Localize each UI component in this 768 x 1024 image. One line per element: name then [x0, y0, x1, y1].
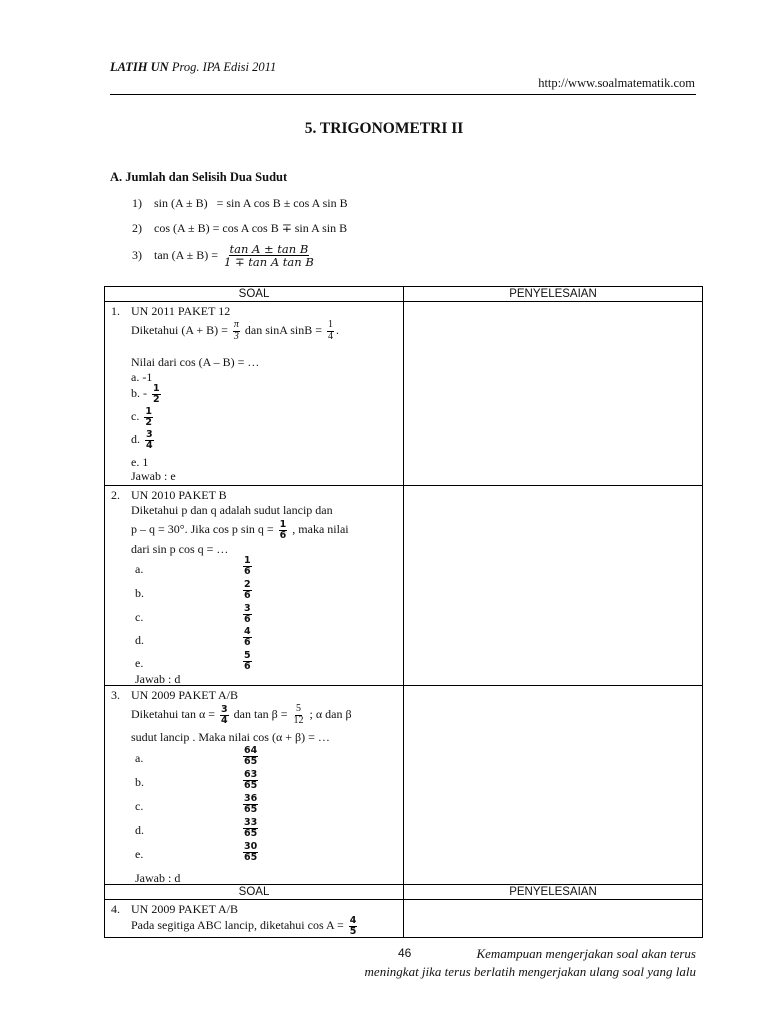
header-url[interactable]: http://www.soalmatematik.com [538, 76, 695, 90]
question-1-cell [105, 302, 404, 486]
fraction-denominator: 6 [244, 636, 251, 648]
fraction-denominator: 4 [146, 439, 153, 451]
stem-text: Diketahui (A + B) = [131, 322, 228, 337]
fraction-denominator: 12 [293, 714, 304, 726]
stem-text: p – q = 30°. Jika cos p sin q = [131, 522, 274, 537]
question-number: 4. [111, 902, 120, 916]
option-c-value [243, 794, 258, 815]
stem-text: Diketahui tan α = [131, 706, 216, 721]
option-a-value [243, 746, 258, 767]
page-number: 46 [398, 946, 412, 960]
fraction-numerator: 5 [244, 650, 251, 661]
fraction-denominator: 6 [244, 660, 251, 672]
fraction-numerator: 2 [244, 579, 251, 590]
fraction-denominator: 4 [221, 714, 228, 726]
option-d-value [243, 818, 258, 839]
option-c-label: c. [135, 610, 144, 624]
option-label: d. [131, 432, 140, 447]
question-number: 1. [111, 304, 120, 318]
tan-fraction [223, 243, 315, 268]
option-d-label: d. [135, 633, 144, 647]
fraction-numerator: 3 [146, 429, 153, 440]
option-d [131, 430, 156, 451]
fraction-denominator: 65 [244, 827, 258, 839]
formula-number: 2) [132, 221, 142, 235]
fraction [279, 520, 288, 541]
header-series-name: LATIH UN [110, 60, 169, 74]
question-stem: Diketahui p dan q adalah sudut lancip dan [131, 503, 333, 517]
question-stem [131, 704, 352, 726]
stem-text: . [335, 322, 339, 337]
fraction-numerator: 5 [296, 703, 302, 714]
fraction-denominator: 65 [244, 851, 258, 863]
fraction-numerator: π [233, 319, 239, 330]
option-b-label: b. [135, 775, 144, 789]
fraction-numerator: 63 [244, 769, 258, 780]
fraction [220, 705, 229, 726]
stem-text: , maka nilai [292, 522, 349, 537]
stem-text: dan tan β = [233, 706, 288, 721]
formula-lhs: cos (A ± B) [154, 221, 210, 235]
fraction-numerator: 1 [327, 319, 333, 330]
page-title: 5. TRIGONOMETRI II [304, 120, 464, 137]
formula-number: 3) [132, 248, 142, 263]
option-a-value [243, 556, 252, 577]
option-c-label: c. [135, 799, 144, 813]
question-number: 3. [111, 688, 120, 702]
option-e-value [243, 842, 258, 863]
fraction-denominator: 2 [153, 393, 160, 405]
answer-area-4[interactable] [404, 900, 703, 938]
question-prompt: dari sin p cos q = … [131, 542, 229, 556]
question-prompt: Nilai dari cos (A – B) = … [131, 355, 260, 369]
question-4-cell [105, 900, 404, 938]
question-source: UN 2011 PAKET 12 [131, 304, 231, 318]
stem-text: ; α dan β [309, 706, 352, 721]
option-label: b. - [131, 386, 147, 401]
tan-fraction-denominator: 1 ∓ tan A tan B [224, 255, 314, 270]
column-header-penyelesaian: PENYELESAIAN [404, 287, 703, 302]
option-c [131, 407, 155, 428]
option-e-value [243, 651, 252, 672]
fraction-denominator: 65 [244, 755, 258, 767]
option-b-label: b. [135, 586, 144, 600]
fraction-denominator: 4 [327, 330, 333, 342]
fraction-denominator: 65 [244, 803, 258, 815]
question-stem [131, 320, 339, 342]
question-2-cell [105, 486, 404, 686]
fraction-numerator: 33 [244, 817, 258, 828]
answer-area-1[interactable] [404, 302, 703, 486]
answer-area-3[interactable] [404, 686, 703, 885]
fraction-denominator: 5 [349, 925, 357, 937]
footer-motto-line-2: meningkat jika terus berlatih mengerjakan ulang soal yang lalu [364, 964, 696, 979]
option-label: c. [131, 409, 140, 424]
fraction [349, 916, 358, 937]
fraction-numerator: 30 [244, 841, 258, 852]
column-header-penyelesaian: PENYELESAIAN [404, 885, 703, 900]
question-source: UN 2010 PAKET B [131, 488, 227, 502]
answer-area-2[interactable] [404, 486, 703, 686]
question-source: UN 2009 PAKET A/B [131, 902, 239, 916]
formula-rhs: = cos A cos B ∓ sin A sin B [212, 221, 348, 235]
fraction-numerator: 4 [349, 915, 357, 926]
column-header-soal: SOAL [105, 287, 404, 302]
header-subtitle: Prog. IPA Edisi 2011 [171, 60, 277, 74]
fraction-denominator: 6 [279, 529, 287, 541]
fraction-denominator: 6 [244, 613, 251, 625]
option-a-label: a. [135, 751, 144, 765]
header-divider [110, 94, 696, 95]
fraction-numerator: 64 [244, 745, 258, 756]
section-heading: A. Jumlah dan Selisih Dua Sudut [110, 170, 288, 184]
option-a-label: a. [135, 562, 144, 576]
fraction-numerator: 3 [221, 703, 228, 715]
fraction [293, 704, 305, 726]
formula-lhs: sin (A ± B) [154, 196, 208, 210]
fraction [233, 320, 240, 342]
formula-number: 1) [132, 196, 142, 210]
formula-rhs: = sin A cos B ± cos A sin B [216, 196, 348, 210]
option-a: a. -1 [131, 370, 153, 384]
fraction-numerator: 1 [244, 555, 251, 566]
option-b-value [243, 580, 252, 601]
question-source: UN 2009 PAKET A/B [131, 688, 239, 702]
question-stem [131, 916, 359, 937]
column-header-soal: SOAL [105, 885, 404, 900]
option-c-value [243, 604, 252, 625]
answer-key: Jawab : e [131, 469, 176, 483]
option-e: e. 1 [131, 455, 149, 469]
option-d-value [243, 627, 252, 648]
answer-key: Jawab : d [135, 871, 181, 885]
fraction-denominator: 2 [145, 416, 152, 428]
fraction-numerator: 36 [244, 793, 258, 804]
formula-lhs: tan (A ± B) [154, 248, 209, 263]
stem-text: dan sinA sinB = [244, 322, 322, 337]
option-b-value [243, 770, 258, 791]
fraction [144, 407, 153, 428]
formula-sum-sin [132, 196, 348, 211]
option-e-label: e. [135, 847, 144, 861]
tan-fraction-numerator: tan A ± tan B [229, 242, 309, 256]
question-3-cell [105, 686, 404, 885]
option-b [131, 384, 163, 405]
fraction-denominator: 65 [244, 779, 258, 791]
fraction [152, 384, 161, 405]
question-prompt: sudut lancip . Maka nilai cos (α + β) = … [131, 730, 330, 744]
fraction-numerator: 1 [145, 406, 152, 417]
formula-eq: = [211, 248, 219, 263]
header-series [110, 60, 276, 75]
fraction [145, 430, 154, 451]
option-e-label: e. [135, 656, 144, 670]
stem-text: Pada segitiga ABC lancip, diketahui cos A = [131, 918, 344, 933]
fraction-denominator: 3 [233, 330, 239, 342]
footer-motto-line-1: Kemampuan mengerjakan soal akan terus [476, 946, 696, 961]
formula-sum-cos [132, 221, 347, 236]
fraction-numerator: 1 [279, 519, 287, 530]
formula-sum-tan [132, 243, 317, 268]
answer-key: Jawab : d [135, 672, 181, 686]
fraction-denominator: 6 [244, 565, 251, 577]
question-stem-2 [131, 520, 349, 541]
fraction-numerator: 1 [153, 383, 160, 394]
question-table [104, 286, 703, 938]
option-d-label: d. [135, 823, 144, 837]
fraction [327, 320, 334, 342]
fraction-denominator: 6 [244, 589, 251, 601]
fraction-numerator: 4 [244, 626, 251, 637]
question-number: 2. [111, 488, 120, 502]
fraction-numerator: 3 [244, 603, 251, 614]
